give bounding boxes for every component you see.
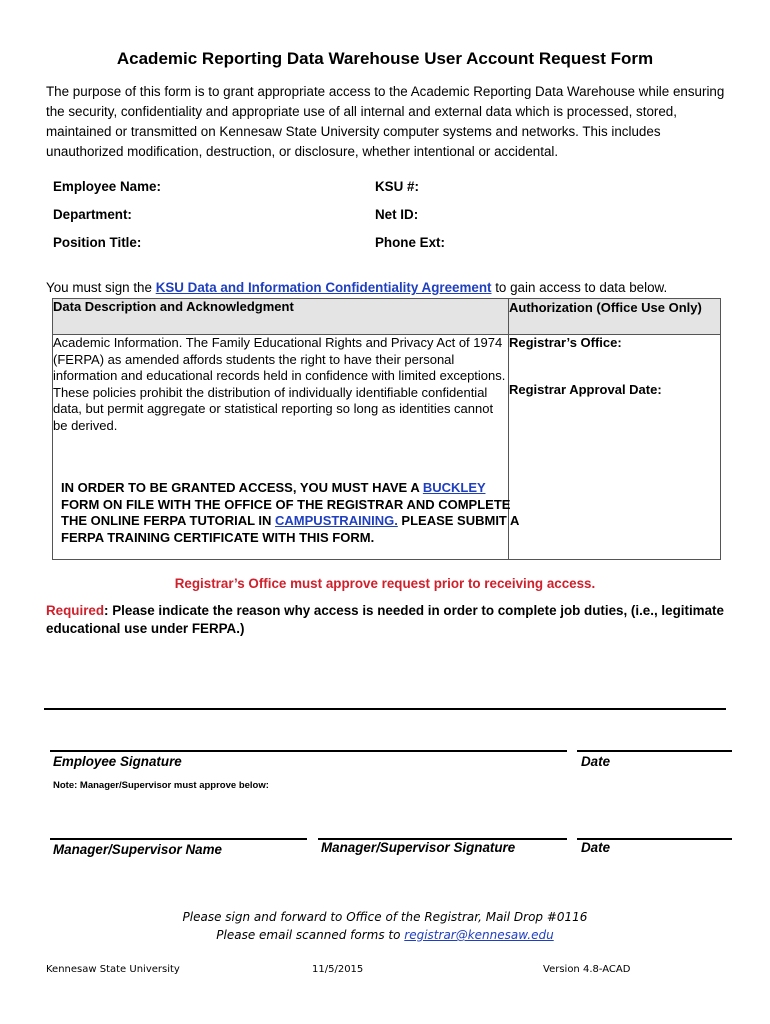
- agreement-suffix: to gain access to data below.: [491, 280, 668, 295]
- header-data-description: Data Description and Acknowledgment: [53, 299, 509, 335]
- form-title: Academic Reporting Data Warehouse User Account Request Form: [116, 49, 654, 68]
- caps-text-2: FORM ON FILE WITH THE OFFICE OF THE REGISTRAR AND COMPLETE THE ONLINE FERPA TUTORIAL IN: [61, 496, 511, 528]
- employee-signature-line[interactable]: [50, 750, 567, 752]
- required-label: Required: [46, 603, 105, 618]
- registrar-approval-notice: Registrar’s Office must approve request prior to receiving access.: [174, 576, 596, 591]
- footer-university: Kennesaw State University: [46, 964, 180, 975]
- data-description-cell: [53, 335, 519, 560]
- required-text: : Please indicate the reason why access is needed in order to complete job duties, (i.e., legitimate educational use under FERPA.): [46, 603, 724, 636]
- registrar-date-label: Registrar Approval Date:: [509, 382, 662, 397]
- forwarding-instructions: Please sign and forward to Office of the Registrar, Mail Drop #0116: [182, 910, 588, 924]
- employee-signature-label: Employee Signature: [53, 754, 182, 769]
- net-id-label: Net ID:: [375, 207, 419, 222]
- manager-approval-note: Note: Manager/Supervisor must approve below:: [53, 780, 269, 791]
- employee-date-label: Date: [581, 754, 611, 769]
- employee-date-line[interactable]: [577, 750, 732, 752]
- campustraining-link[interactable]: CAMPUSTRAINING.: [275, 513, 398, 528]
- registrar-office-label: Registrar’s Office:: [509, 335, 622, 350]
- footer-date: 11/5/2015: [312, 964, 364, 975]
- caps-text-3: PLEASE SUBMIT A FERPA TRAINING CERTIFICATE WITH THIS FORM.: [61, 513, 519, 545]
- department-label: Department:: [53, 207, 132, 222]
- manager-name-line[interactable]: [50, 838, 307, 840]
- ksu-number-label: KSU #:: [375, 179, 419, 194]
- agreement-prefix: You must sign the: [46, 280, 156, 295]
- registrar-email-link[interactable]: registrar@kennesaw.edu: [404, 928, 554, 942]
- manager-date-label: Date: [581, 840, 611, 855]
- manager-signature-label: Manager/Supervisor Signature: [321, 840, 516, 855]
- purpose-paragraph: The purpose of this form is to grant appropriate access to the Academic Reporting Data Warehouse while ensuring the security, confidentiality and appropriate use of all internal and external data which is processed, stored, maintained or transmitted on Kennesaw State University computer systems and networks. This includes unauthorized modification, destruction, or disclosure, whether intentional or accidental.: [46, 84, 725, 159]
- email-prefix: Please email scanned forms to: [216, 928, 405, 942]
- footer-version: Version 4.8-ACAD: [543, 964, 631, 975]
- authorization-cell: [509, 335, 721, 560]
- confidentiality-agreement-link[interactable]: KSU Data and Information Confidentiality Agreement: [155, 280, 492, 295]
- buckley-link[interactable]: BUCKLEY: [422, 480, 486, 495]
- email-instructions: [0, 928, 770, 942]
- reason-line[interactable]: [44, 708, 726, 710]
- required-reason-prompt: [46, 602, 726, 638]
- employee-name-label: Employee Name:: [53, 179, 161, 194]
- position-title-label: Position Title:: [53, 235, 142, 250]
- caps-text-1: IN ORDER TO BE GRANTED ACCESS, YOU MUST HAVE A: [61, 480, 423, 495]
- phone-ext-label: Phone Ext:: [375, 235, 445, 250]
- manager-name-label: Manager/Supervisor Name: [53, 842, 222, 857]
- agreement-sentence: [46, 280, 667, 295]
- ferpa-description: Academic Information. The Family Educational Rights and Privacy Act of 1974 (FERPA) as amended affords students the right to have their personal information and educational records held in confidence with limited exceptions. These policies prohibit the distribution of individually identifiable confidential data, but permit aggregate or statistical reporting so long as identities cannot be derived.: [53, 335, 506, 433]
- access-requirements: [61, 480, 521, 546]
- data-access-table: [52, 298, 721, 560]
- header-authorization: Authorization (Office Use Only): [509, 299, 721, 335]
